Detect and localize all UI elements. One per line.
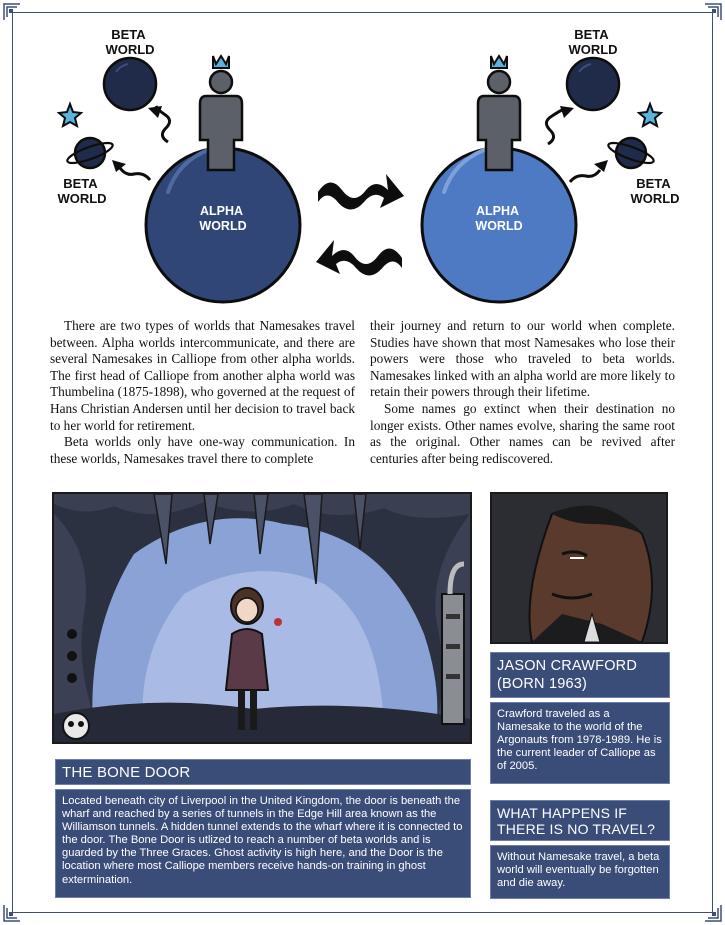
svg-text:BETA WORLD xyxy=(568,27,617,57)
jason-title: JASON CRAWFORD (BORN 1963) xyxy=(497,658,638,692)
bone-door-title-box xyxy=(55,759,471,785)
squiggle-arrow-icon xyxy=(120,168,150,180)
body-paragraph-continued: their journey and return to our world when complete. Studies have shown that most Namesakes who lose their powers were those who traveled to beta worlds. Namesakes linked with an alpha world are more likely to retain their powers through their lifetime. xyxy=(370,318,675,400)
svg-text:ALPHA WORLD xyxy=(475,204,522,233)
jason-body: Crawford traveled as a Namesake to the world of the Argonauts from 1978-1989. He is the current leader of Calliope as of 2005. xyxy=(490,702,670,784)
svg-text:BETA WORLD xyxy=(57,176,106,206)
squiggle-arrow-icon xyxy=(570,170,600,182)
no-travel-title-box xyxy=(490,800,670,841)
beta-label-top-left-1: BETA xyxy=(111,27,146,42)
squiggle-arrow-right-icon xyxy=(318,174,404,210)
svg-text:BETA WORLD xyxy=(630,176,679,206)
jason-crawford-portrait xyxy=(490,492,668,644)
no-travel-title: WHAT HAPPENS IF THERE IS NO TRAVEL? xyxy=(497,805,656,837)
corner-ornament-icon xyxy=(3,3,21,21)
ringed-planet-icon xyxy=(606,138,655,168)
beta-label-top-left-2: WORLD xyxy=(105,42,155,57)
body-paragraph: There are two types of worlds that Namesakes travel between. Alpha worlds intercommunicate, and there are several Namesakes in Calliope from other alpha worlds. The first head of Calliope from another alpha world was Thumbelina (1875-1898), who governed at the request of Hans Christian Andersen until her decision to travel back to her world for retirement. xyxy=(50,318,356,433)
crown-icon xyxy=(491,56,507,68)
bone-door-illustration xyxy=(52,492,472,744)
ringed-planet-icon xyxy=(65,138,114,168)
body-paragraph: Beta worlds only have one-way communication. In these worlds, Namesakes travel there to complete xyxy=(50,434,355,466)
body-paragraph: Some names go extinct when their destination no longer exists. Other names evolve, sharing the same root as the original. Other names can be revived after centuries after being rediscovered. xyxy=(370,400,675,466)
beta-world-top-right xyxy=(567,58,619,110)
crown-icon xyxy=(213,56,229,68)
body-column-left xyxy=(50,318,355,467)
star-icon xyxy=(59,104,81,126)
beta-label-side-right-2: WORLD xyxy=(630,191,680,206)
corner-ornament-icon xyxy=(3,904,21,922)
beta-label-side-right-1: BETA xyxy=(636,176,671,191)
corner-ornament-icon xyxy=(704,3,722,21)
body-column-right xyxy=(370,318,675,467)
skull-icon xyxy=(63,713,89,739)
jason-title-box xyxy=(490,652,670,698)
beta-label-top-right-2: WORLD xyxy=(568,42,618,57)
squiggle-arrow-icon xyxy=(546,110,562,144)
corner-ornament-icon xyxy=(704,904,722,922)
svg-text:BETA WORLD xyxy=(105,27,154,57)
bone-door-body: Located beneath city of Liverpool in the United Kingdom, the door is beneath the wharf and reached by a series of tunnels in the Edge Hill area known as the Williamson tunnels. A hidden tunnel extends to the wharf where it is connected to the door. The Bone Door is utlized to reach a number of beta worlds and is guarded by the Three Graces. Ghost activity is high here, and the Door is the location where most Calliope members receive hands-on training in ghost extermination. xyxy=(55,789,471,898)
alpha-label-left-1: ALPHA xyxy=(199,204,243,218)
right-world-group xyxy=(422,27,680,302)
beta-world-top-left xyxy=(104,58,156,110)
beta-label-side-left-1: BETA xyxy=(63,176,98,191)
svg-text:ALPHA WORLD xyxy=(199,204,246,233)
alpha-label-right-1: ALPHA xyxy=(475,204,519,218)
alpha-label-left-2: WORLD xyxy=(199,219,247,233)
no-travel-body: Without Namesake travel, a beta world will eventually be forgotten and die away. xyxy=(490,845,670,899)
alpha-label-right-2: WORLD xyxy=(475,219,523,233)
bone-door-title: THE BONE DOOR xyxy=(62,764,191,781)
squiggle-arrow-left-icon xyxy=(316,240,402,276)
star-icon xyxy=(639,104,661,126)
beta-label-side-left-2: WORLD xyxy=(57,191,107,206)
left-world-group xyxy=(57,27,300,302)
world-travel-diagram xyxy=(30,22,695,307)
exchange-arrows xyxy=(316,174,404,276)
beta-label-top-right-1: BETA xyxy=(574,27,609,42)
